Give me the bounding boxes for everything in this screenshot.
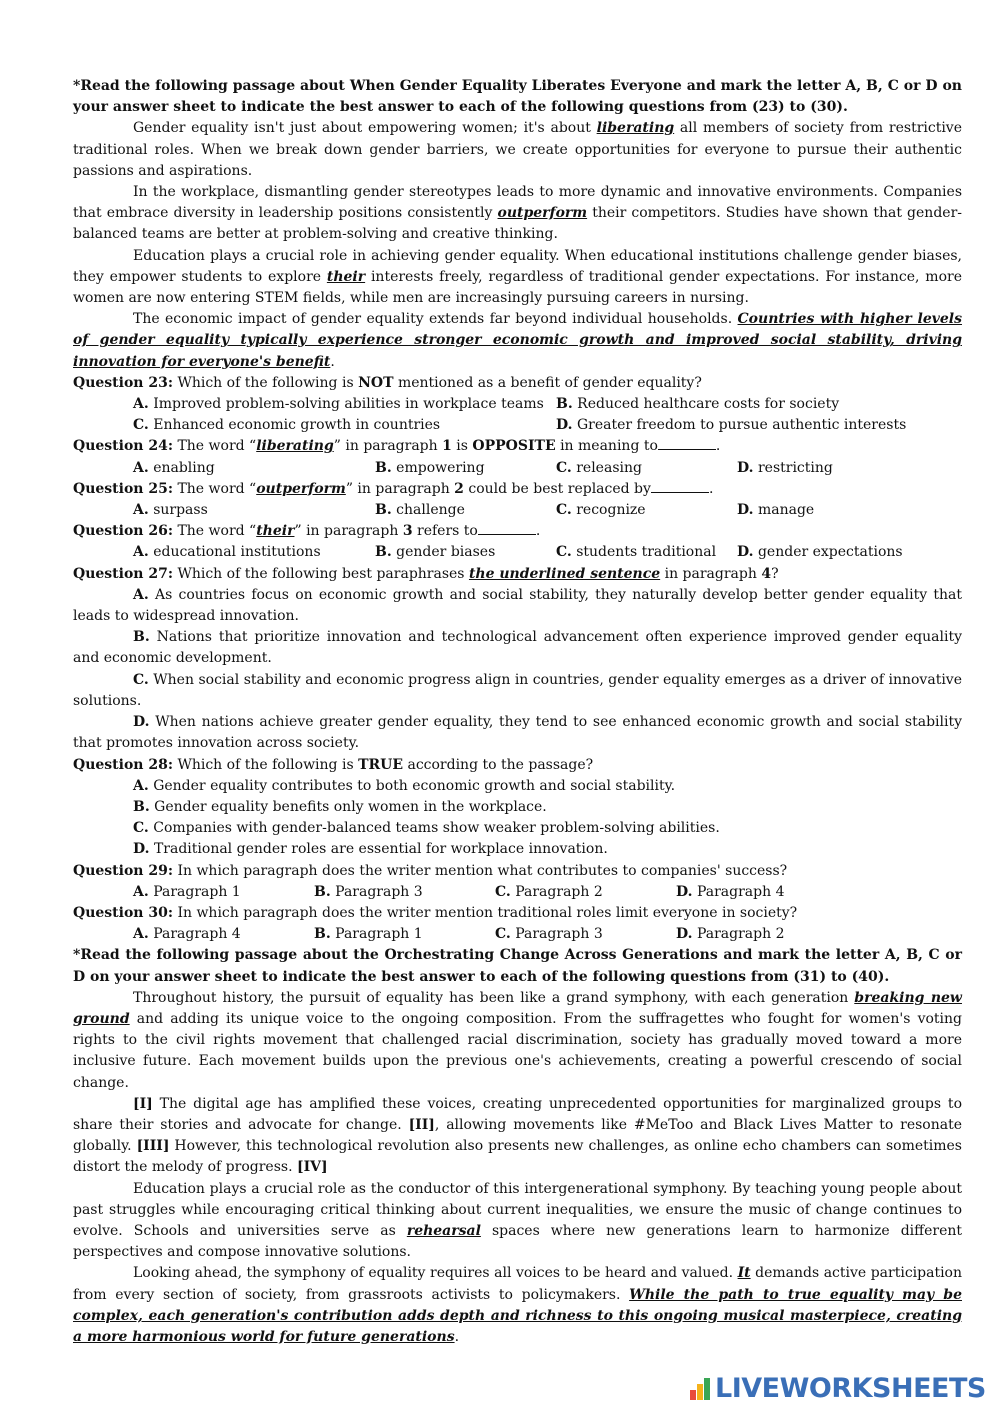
question-26: Question 26: The word “their” in paragraph 3 refers to . [73, 523, 541, 540]
liveworksheets-brand-text: LIVEWORKSHEETS [715, 1373, 986, 1405]
q28-option-c[interactable]: C. Companies with gender-balanced teams show weaker problem-solving abilities. [133, 820, 720, 837]
section1-instruction: *Read the following passage about When Gender Equality Liberates Everyone and mark the letter A, B, C or D on your answer sheet to indicate the best answer to each of the following questions from (23) to (30). [73, 78, 962, 116]
liveworksheets-logo [690, 1374, 986, 1404]
keyword-outperform: outperform [497, 205, 588, 222]
q24-option-c[interactable]: C. releasing [556, 459, 642, 476]
q23-option-d[interactable]: D. Greater freedom to pursue authentic interests [556, 417, 907, 434]
marker-iii: [III] [136, 1138, 170, 1155]
q29-option-a[interactable]: A. Paragraph 1 [133, 883, 241, 900]
q23-option-c[interactable]: C. Enhanced economic growth in countries [133, 417, 441, 434]
q26-options [73, 542, 962, 563]
question-24: Question 24: The word “liberating” in paragraph 1 is OPPOSITE in meaning to . [73, 438, 721, 455]
s1-paragraph-4: The economic impact of gender equality extends far beyond individual households. Countries with higher levels of gender equality typically experience stronger economic growth and improved social stability, driving innovation for everyone's benefit. [73, 311, 962, 370]
q24-options [73, 458, 962, 479]
s2-paragraph-1: Throughout history, the pursuit of equality has been like a grand symphony, with each generation breaking new ground and adding its unique voice to the ongoing composition. From the suffragettes who fought for women's voting rights to the civil rights movement that challenged racial discrimination, society has gradually moved toward a more inclusive future. Each movement builds upon the previous one's achievements, creating a powerful crescendo of social change. [73, 989, 962, 1091]
question-30: Question 30: In which paragraph does the writer mention traditional roles limit everyone in society? [73, 904, 798, 921]
q24-option-a[interactable]: A. enabling [133, 459, 215, 476]
s2-paragraph-2: [I] The digital age has amplified these voices, creating unprecedented opportunities for marginalized groups to share their stories and advocate for change. [II], allowing movements like #MeToo and Black Lives Matter to resonate globally. [III] However, this technological revolution also presents new challenges, as online echo chambers can sometimes distort the melody of progress. [IV] [73, 1095, 962, 1176]
liveworksheets-logo-icon [690, 1376, 712, 1402]
q25-option-b[interactable]: B. challenge [375, 502, 465, 519]
q23-option-b[interactable]: B. Reduced healthcare costs for society [556, 396, 840, 413]
s1-paragraph-2: In the workplace, dismantling gender stereotypes leads to more dynamic and innovative environments. Companies that embrace diversity in leadership positions consistently outperform their competitors. Studies have shown that gender-balanced teams are better at problem-solving and creative thinking. [73, 184, 962, 243]
q26-option-d[interactable]: D. gender expectations [737, 544, 903, 561]
q24-option-d[interactable]: D. restricting [737, 459, 833, 476]
marker-i: [I] [133, 1095, 153, 1112]
keyword-it: It [737, 1265, 751, 1282]
q28-option-b[interactable]: B. Gender equality benefits only women in the workplace. [133, 798, 547, 815]
q28-option-d[interactable]: D. Traditional gender roles are essential for workplace innovation. [133, 841, 608, 858]
answer-blank [658, 437, 716, 450]
q23-options-row2 [73, 415, 962, 436]
q23-option-a[interactable]: A. Improved problem-solving abilities in workplace teams [133, 396, 544, 413]
q25-options [73, 500, 962, 521]
q29-options [73, 882, 962, 903]
q30-option-b[interactable]: B. Paragraph 1 [314, 926, 423, 943]
q27-option-b[interactable]: B. Nations that prioritize innovation and technological advancement often experience improved gender equality and economic development. [73, 629, 962, 667]
marker-ii: [II] [408, 1116, 435, 1133]
question-28: Question 28: Which of the following is TRUE according to the passage? [73, 756, 594, 773]
s2-paragraph-3: Education plays a crucial role as the conductor of this intergenerational symphony. By teaching young people about past struggles while encouraging critical thinking about current inequalities, we ensure the music of change continues to evolve. Schools and universities serve as rehearsal spaces where new generations learn to harmonize different perspectives and compose innovative solutions. [73, 1180, 962, 1261]
question-23: Question 23: Which of the following is NOT mentioned as a benefit of gender equality? [73, 374, 702, 391]
q30-option-a[interactable]: A. Paragraph 4 [133, 926, 241, 943]
question-25: Question 25: The word “outperform” in paragraph 2 could be best replaced by . [73, 480, 714, 497]
keyword-breaking-new-ground: breaking new ground [73, 989, 962, 1027]
q26-option-b[interactable]: B. gender biases [375, 544, 496, 561]
s2-paragraph-4: Looking ahead, the symphony of equality requires all voices to be heard and valued. It demands active participation from every section of society, from grassroots activists to policymakers. While the path to true equality may be complex, each generation's contribution adds depth and richness to this ongoing musical masterpiece, creating a more harmonious world for future generations. [73, 1265, 962, 1345]
q29-option-d[interactable]: D. Paragraph 4 [676, 883, 785, 900]
question-29: Question 29: In which paragraph does the writer mention what contributes to companies' success? [73, 862, 788, 879]
answer-blank [478, 522, 536, 535]
keyword-their: their [326, 268, 366, 285]
question-27: Question 27: Which of the following best paraphrases the underlined sentence in paragraph 4? [73, 565, 779, 582]
q24-option-b[interactable]: B. empowering [375, 459, 485, 476]
s1-paragraph-1: Gender equality isn't just about empowering women; it's about liberating all members of society from restrictive traditional roles. When we break down gender barriers, we create opportunities for everyone to pursue their authentic passions and aspirations. [73, 120, 963, 179]
q30-option-c[interactable]: C. Paragraph 3 [495, 926, 603, 943]
q30-options [73, 924, 962, 945]
worksheet-page [73, 76, 962, 1348]
q28-option-a[interactable]: A. Gender equality contributes to both economic growth and social stability. [133, 777, 676, 794]
q26-option-c[interactable]: C. students traditional [556, 544, 717, 561]
q27-option-c[interactable]: C. When social stability and economic progress align in countries, gender equality emerges as a driver of innovative solutions. [73, 671, 962, 709]
q25-option-c[interactable]: C. recognize [556, 502, 646, 519]
q29-option-c[interactable]: C. Paragraph 2 [495, 883, 603, 900]
q26-option-a[interactable]: A. educational institutions [133, 544, 321, 561]
q27-option-a[interactable]: A. As countries focus on economic growth and social stability, they naturally develop better gender equality that leads to widespread innovation. [73, 586, 962, 625]
q23-options-row1 [73, 394, 962, 415]
underlined-sentence: Countries with higher levels of gender equality typically experience stronger economic growth and improved social stability, driving innovation for everyone's benefit [73, 311, 962, 370]
underlined-sentence-2: While the path to true equality may be complex, each generation's contribution adds depth and richness to this ongoing musical masterpiece, creating a more harmonious world for future generations [73, 1286, 962, 1345]
marker-iv: [IV] [296, 1159, 328, 1176]
answer-blank [651, 480, 709, 493]
section2-instruction: *Read the following passage about the Orchestrating Change Across Generations and mark the letter A, B, C or D on your answer sheet to indicate the best answer to each of the following questions from (31) to (40). [73, 947, 962, 985]
q25-option-d[interactable]: D. manage [737, 502, 815, 519]
q25-option-a[interactable]: A. surpass [133, 502, 208, 519]
keyword-rehearsal: rehearsal [406, 1222, 481, 1239]
q29-option-b[interactable]: B. Paragraph 3 [314, 883, 423, 900]
s1-paragraph-3: Education plays a crucial role in achieving gender equality. When educational institutions challenge gender biases, they empower students to explore their interests freely, regardless of traditional gender expectations. For instance, more women are now entering STEM fields, while men are increasingly pursuing careers in nursing. [73, 247, 962, 307]
q27-option-d[interactable]: D. When nations achieve greater gender equality, they tend to see enhanced economic growth and social stability that promotes innovation across society. [73, 714, 962, 752]
keyword-liberating: liberating [596, 120, 675, 137]
q30-option-d[interactable]: D. Paragraph 2 [676, 926, 785, 943]
